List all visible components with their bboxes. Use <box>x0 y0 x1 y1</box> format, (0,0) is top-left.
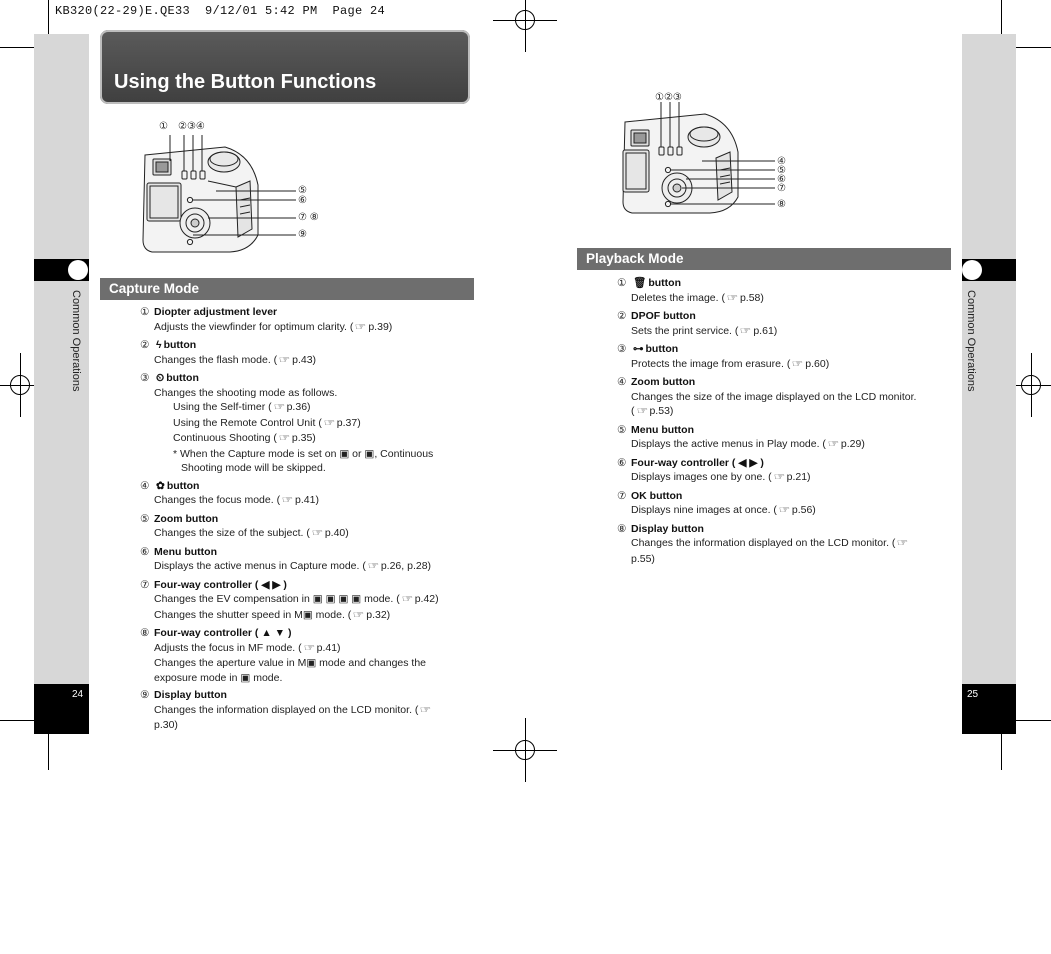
registration-mark-icon <box>1011 365 1051 405</box>
description-text: Changes the shooting mode as follows. <box>154 386 338 399</box>
item-number: ③ <box>617 343 627 355</box>
print-header: KB320(22-29)E.QE33 9/12/01 5:42 PM Page 24 <box>55 4 386 18</box>
item-heading-text: button <box>648 277 681 289</box>
item-number: ④ <box>140 479 150 492</box>
pointing-hand-icon: ☞ <box>352 609 365 621</box>
description-text: Changes the shutter speed in M▣ mode. ( <box>154 608 352 621</box>
item-heading-text: Display button <box>154 689 227 701</box>
list-item <box>140 578 474 624</box>
item-heading-text: button <box>166 372 199 384</box>
left-page-number: 24 <box>72 689 84 700</box>
page-reference: p.37) <box>336 416 361 429</box>
list-item <box>140 512 474 542</box>
item-number: ⑧ <box>617 522 627 535</box>
item-description <box>631 536 951 552</box>
item-description <box>631 470 951 486</box>
item-heading-text: Menu button <box>631 423 694 436</box>
item-heading <box>631 342 951 357</box>
button-symbol-icon: ⊶ <box>633 343 644 355</box>
description-text: Sets the print service. ( <box>631 324 739 337</box>
pointing-hand-icon: ☞ <box>420 704 432 716</box>
item-description <box>154 559 474 575</box>
item-description <box>154 320 474 336</box>
right-page-number: 25 <box>967 689 979 700</box>
button-symbol-icon: ⏲ <box>156 372 165 384</box>
item-description <box>631 552 951 567</box>
list-item <box>140 305 474 335</box>
item-heading <box>154 338 474 353</box>
item-number: ⑨ <box>140 689 150 701</box>
left-side-label: Common Operations <box>70 290 82 392</box>
page-reference: p.58) <box>739 291 764 304</box>
item-description <box>631 404 951 420</box>
description-text: Continuous Shooting ( <box>173 432 277 444</box>
description-text: p.55) <box>631 552 655 565</box>
item-description <box>154 608 474 624</box>
item-number: ② <box>140 339 150 351</box>
item-heading-text: button <box>645 343 679 355</box>
pointing-hand-icon: ☞ <box>773 472 785 483</box>
list-item <box>617 375 951 420</box>
item-description <box>154 416 474 432</box>
item-heading <box>154 578 474 593</box>
page-reference: p.32) <box>366 608 391 621</box>
item-number: ④ <box>617 376 627 388</box>
item-heading-text: Zoom button <box>631 376 696 388</box>
page-reference: p.60) <box>805 357 830 370</box>
item-description <box>154 353 474 369</box>
item-heading-text: Four-way controller ( ▲ ▼ ) <box>154 627 292 639</box>
diagram-callout: ① <box>159 121 168 132</box>
pointing-hand-icon: ☞ <box>281 495 294 506</box>
item-heading <box>631 375 951 390</box>
pointing-hand-icon: ☞ <box>740 325 752 337</box>
description-text: * When the Capture mode is set on ▣ or ▣, Continuous <box>173 447 434 460</box>
item-heading-text: OK button <box>631 489 683 502</box>
item-heading-text: button <box>166 479 200 492</box>
pointing-hand-icon: ☞ <box>303 642 315 654</box>
description-text: Changes the size of the image displayed on the LCD monitor. <box>631 390 917 403</box>
description-text: exposure mode in ▣ mode. <box>154 671 283 684</box>
diagram-callout: ⑤ <box>298 185 307 196</box>
list-item <box>140 338 474 368</box>
item-number: ③ <box>140 372 150 384</box>
description-text: Changes the focus mode. ( <box>154 494 281 506</box>
list-item <box>617 522 951 567</box>
list-item <box>617 423 951 453</box>
pointing-hand-icon: ☞ <box>273 402 285 413</box>
item-number: ① <box>140 306 150 318</box>
camera-back-diagram-left <box>140 125 340 255</box>
pointing-hand-icon: ☞ <box>401 594 414 605</box>
section-title-capture-mode: Capture Mode <box>100 278 474 300</box>
pointing-hand-icon: ☞ <box>726 292 739 304</box>
pointing-hand-icon: ☞ <box>278 433 291 444</box>
camera-back-diagram-right <box>620 92 820 212</box>
item-heading-text: Menu button <box>154 545 217 558</box>
item-number: ⑦ <box>140 578 150 591</box>
item-heading-text: Diopter adjustment lever <box>154 306 278 318</box>
description-text: Changes the information displayed on the LCD monitor. ( <box>631 537 896 549</box>
item-heading-text: DPOF button <box>631 310 696 322</box>
list-item <box>617 342 951 372</box>
description-text: p.30) <box>154 719 178 731</box>
page-reference: p.35) <box>291 432 316 444</box>
list-item <box>140 479 474 509</box>
item-description <box>154 526 474 542</box>
item-description <box>154 703 474 719</box>
button-symbol-icon: ✿ <box>156 479 165 492</box>
item-heading <box>154 512 474 527</box>
page-reference: p.36) <box>286 401 311 413</box>
pointing-hand-icon: ☞ <box>355 321 367 333</box>
item-heading-text: Zoom button <box>154 512 219 525</box>
pointing-hand-icon: ☞ <box>636 406 648 417</box>
item-heading <box>631 489 951 504</box>
pointing-hand-icon: ☞ <box>367 561 380 572</box>
diagram-callout: ⑦ <box>777 183 786 194</box>
diagram-callout: ①②③ <box>655 92 682 103</box>
pointing-hand-icon: ☞ <box>791 358 804 370</box>
item-description <box>631 390 951 405</box>
item-number: ② <box>617 310 627 322</box>
list-item <box>140 371 474 476</box>
diagram-callout: ⑥ <box>298 195 307 206</box>
registration-mark-icon <box>505 730 545 770</box>
item-description <box>631 437 951 453</box>
diagram-callout: ⑦ ⑧ <box>298 212 319 223</box>
item-heading <box>631 309 951 324</box>
item-description <box>154 493 474 509</box>
description-text: Displays nine images at once. ( <box>631 504 777 516</box>
item-heading <box>154 545 474 560</box>
item-description <box>631 291 951 307</box>
item-heading <box>154 371 474 386</box>
page-reference: p.41) <box>316 641 341 654</box>
pointing-hand-icon: ☞ <box>278 354 291 366</box>
description-text: Changes the size of the subject. ( <box>154 527 310 539</box>
item-heading-text: Four-way controller ( ◀ ▶ ) <box>154 578 287 591</box>
description-text: Using the Self-timer ( <box>173 401 272 413</box>
page-reference: p.53) <box>649 405 674 417</box>
page-reference: p.40) <box>324 527 349 539</box>
description-text: Changes the information displayed on the LCD monitor. ( <box>154 703 419 716</box>
description-text: ( <box>631 405 635 417</box>
page-reference: p.41) <box>295 494 319 506</box>
item-description <box>154 400 474 416</box>
list-item <box>617 276 951 306</box>
list-item <box>617 456 951 486</box>
description-text: Protects the image from erasure. ( <box>631 357 791 370</box>
item-number: ① <box>617 277 627 289</box>
page-reference: p.42) <box>414 593 439 605</box>
item-description <box>154 461 474 476</box>
item-number: ⑤ <box>140 512 150 525</box>
page-title: Using the Button Functions <box>114 71 377 93</box>
diagram-callout: ⑧ <box>777 199 786 210</box>
item-description <box>631 503 951 519</box>
page-reference: p.39) <box>368 320 393 333</box>
description-text: Using the Remote Control Unit ( <box>173 416 322 429</box>
item-heading <box>154 688 474 703</box>
page-reference: p.61) <box>753 324 778 337</box>
list-item <box>617 309 951 339</box>
right-side-label: Common Operations <box>965 290 977 392</box>
pointing-hand-icon: ☞ <box>323 417 336 429</box>
page-reference: p.21) <box>786 471 811 483</box>
pointing-hand-icon: ☞ <box>827 439 840 450</box>
description-text: Changes the aperture value in M▣ mode and changes the <box>154 657 427 669</box>
button-symbol-icon: 🗑 <box>633 277 647 289</box>
list-item <box>140 545 474 575</box>
description-text: Shooting mode will be skipped. <box>181 462 326 474</box>
item-description <box>631 357 951 373</box>
description-text: Adjusts the viewfinder for optimum clarity. ( <box>154 320 354 333</box>
item-description <box>154 386 474 401</box>
item-description <box>154 718 474 733</box>
item-heading <box>154 479 474 494</box>
item-heading-text: Four-way controller ( ◀ ▶ ) <box>631 456 764 469</box>
item-description <box>154 656 474 671</box>
item-description <box>154 447 474 462</box>
pointing-hand-icon: ☞ <box>311 528 324 539</box>
item-heading <box>154 305 474 320</box>
diagram-callout: ②③④ <box>178 121 205 132</box>
item-description <box>154 641 474 657</box>
item-heading <box>631 276 951 291</box>
item-heading-text: button <box>163 339 197 351</box>
registration-mark-icon <box>505 0 545 40</box>
item-number: ⑤ <box>617 423 627 436</box>
description-text: Displays the active menus in Capture mode. ( <box>154 560 366 572</box>
description-text: Changes the flash mode. ( <box>154 353 278 366</box>
page-reference: p.29) <box>840 438 865 450</box>
diagram-callout: ⑥ <box>777 174 786 185</box>
diagram-callout: ⑤ <box>777 165 786 176</box>
description-text: Adjusts the focus in MF mode. ( <box>154 641 302 654</box>
description-text: Changes the EV compensation in ▣ ▣ ▣ ▣ mode. ( <box>154 593 400 605</box>
item-number: ⑥ <box>140 545 150 558</box>
page-reference: p.26, p.28) <box>380 560 432 572</box>
item-description <box>154 671 474 686</box>
section-title-playback-mode: Playback Mode <box>577 248 951 270</box>
description-text: Deletes the image. ( <box>631 291 725 304</box>
left-side-dot <box>68 260 88 280</box>
playback-mode-list <box>617 276 951 566</box>
description-text: Displays the active menus in Play mode. ( <box>631 438 826 450</box>
capture-mode-list <box>140 305 474 733</box>
description-text: Displays images one by one. ( <box>631 471 772 483</box>
pointing-hand-icon: ☞ <box>778 505 791 516</box>
pointing-hand-icon: ☞ <box>897 538 909 549</box>
item-number: ⑥ <box>617 456 627 469</box>
item-description <box>154 592 474 608</box>
list-item <box>140 688 474 733</box>
list-item <box>617 489 951 519</box>
item-description <box>631 324 951 340</box>
right-side-dot <box>962 260 982 280</box>
page-reference: p.43) <box>292 353 317 366</box>
item-heading <box>631 456 951 471</box>
button-symbol-icon: ϟ <box>156 339 162 351</box>
list-item <box>140 626 474 685</box>
item-heading <box>154 626 474 641</box>
page-reference: p.56) <box>791 504 816 516</box>
diagram-callout: ⑨ <box>298 229 307 240</box>
item-number: ⑦ <box>617 489 627 502</box>
item-number: ⑧ <box>140 627 150 639</box>
item-heading <box>631 423 951 438</box>
item-description <box>154 431 474 447</box>
item-heading-text: Display button <box>631 522 704 535</box>
item-heading <box>631 522 951 537</box>
diagram-callout: ④ <box>777 156 786 167</box>
